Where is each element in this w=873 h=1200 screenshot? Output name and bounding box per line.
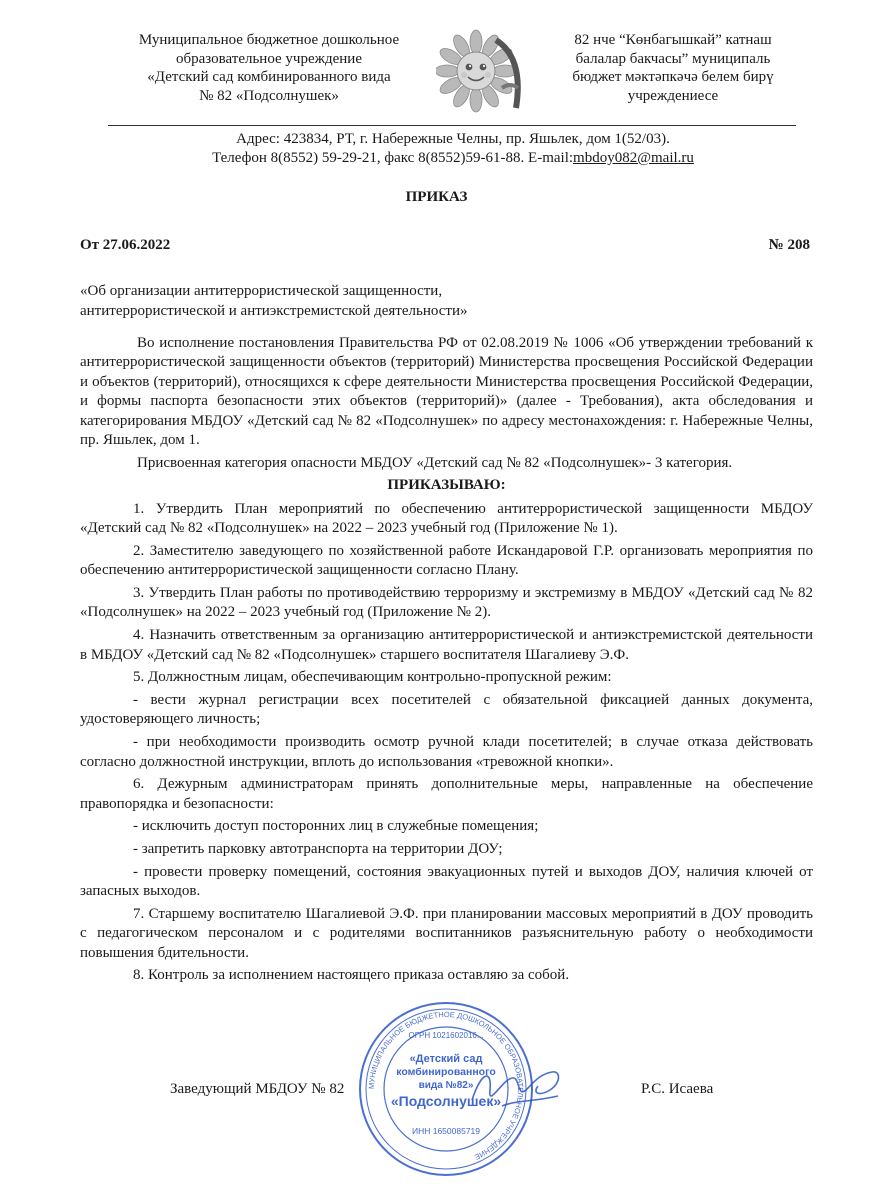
stamp-text: «Детский сад — [409, 1053, 483, 1065]
stamp-ogrn: ОГРН 1021602016... — [408, 1031, 484, 1040]
order-subitem: - исключить доступ посторонних лиц в служебные помещения; — [133, 818, 539, 835]
order-body — [80, 334, 813, 989]
address-line: Адрес: 423834, РТ, г. Набережные Челны, пр. Яшьлек, дом 1(52/03). — [236, 131, 670, 147]
header-left-line: образовательное учреждение — [175, 50, 362, 67]
signatory-role: Заведующий МБДОУ № 82 — [170, 1081, 345, 1097]
subject-line: антитеррористической и антиэкстремистской деятельности» — [80, 303, 468, 319]
order-item-6: 6. Дежурным администраторам принять дополнительные меры, направленные на обеспечение правопорядка и безопасности: — [80, 776, 813, 812]
order-item-5: 5. Должностным лицам, обеспечивающим контрольно-пропускной режим: — [133, 669, 612, 686]
phone-text: Телефон 8(8552) 59-29-21, факс 8(8552)59-61-88. E-mail: — [212, 150, 574, 166]
stamp-text: комбинированного — [396, 1066, 496, 1078]
header-right-line: бюджет мәктәпкәчә белем бирү — [572, 69, 774, 85]
order-item-2: 2. Заместителю заведующего по хозяйственной работе Искандаровой Г.Р. организовать мероприятия по обеспечению антитеррористической защищенности согласно Плану. — [80, 542, 813, 579]
header-right-line: учреждениесе — [627, 87, 719, 104]
order-subitem: - при необходимости производить осмотр ручной клади посетителей; в случае отказа действовать согласно должностной инструкции, вплоть до использования «тревожной кнопки». — [80, 734, 813, 770]
header-right-line: балалар бакчасы” муниципаль — [575, 50, 771, 67]
header-left-line: № 82 «Подсолнушек» — [199, 87, 339, 104]
order-subitem: - вести журнал регистрации всех посетителей с обязательной фиксацией данных документа, удостоверяющего личность; — [80, 691, 813, 728]
category-paragraph: Присвоенная категория опасности МБДОУ «Детский сад № 82 «Подсолнушек»- 3 категория. — [137, 454, 733, 471]
stamp-text: «Подсолнушек» — [390, 1093, 502, 1109]
header-left-line: Муниципальное бюджетное дошкольное — [138, 32, 400, 48]
stamp-text: вида №82» — [418, 1080, 474, 1091]
contact-block — [110, 130, 796, 168]
intro-paragraph: Во исполнение постановления Правительства РФ от 02.08.2019 № 1006 «Об утверждении требований к антитеррористической защищенности объектов (территорий) Министерства просвещения Российской Федерации и объектов (территорий), относящихся к сфере деятельности Министерства просвещения Российской Федерации, и формы паспорта безопасности этих объектов (территорий)» (далее - Требования), акта обследования и категорирования МБДОУ «Детский сад № 82 «Подсолнушек» по адресу местонахождения: г. Набережные Челны, пр. Яшьлек, дом 1. — [80, 335, 813, 449]
stamp-ring-text: МУНИЦИПАЛЬНОЕ БЮДЖЕТНОЕ ДОШКОЛЬНОЕ ОБРАЗОВАТЕЛЬНОЕ УЧРЕЖДЕНИЕ — [366, 1009, 526, 1162]
header-right-line: 82 нче “Көнбагышкай” катнаш — [574, 32, 772, 48]
order-item-8: 8. Контроль за исполнением настоящего приказа оставляю за собой. — [133, 967, 570, 984]
sunflower-logo-icon — [436, 28, 524, 114]
order-number: № 208 — [768, 237, 810, 253]
order-date: От 27.06.2022 — [80, 237, 171, 253]
order-item-3: 3. Утвердить План работы по противодействию терроризму и экстремизму в МБДОУ «Детский сад № 82 «Подсолнушек» на 2022 – 2023 учебный год (Приложение № 2). — [80, 585, 813, 621]
order-subitem: - провести проверку помещений, состояния эвакуационных путей и выходов ДОУ, наличия ключей от запасных выходов. — [80, 863, 813, 900]
order-word: ПРИКАЗЫВАЮ: — [387, 477, 506, 494]
subject-line: «Об организации антитеррористической защищенности, — [80, 283, 443, 299]
handwritten-signature — [462, 1060, 572, 1120]
order-item-7: 7. Старшему воспитателю Шагалиевой Э.Ф. при планировании массовых мероприятий в ДОУ проводить с педагогическом персоналом и с родителями воспитанников разъяснительную работу о необходимости повышения бдительности. — [80, 905, 813, 961]
order-subitem: - запретить парковку автотранспорта на территории ДОУ; — [133, 841, 503, 858]
header-tatar — [538, 31, 808, 105]
header-left-line: «Детский сад комбинированного вида — [147, 69, 391, 85]
order-subject — [80, 281, 467, 321]
email-link[interactable]: mbdoy082@mail.ru — [573, 150, 694, 166]
order-item-1: 1. Утвердить План мероприятий по обеспечению антитеррористической защищенности МБДОУ «Детский сад № 82 «Подсолнушек» на 2022 – 2023 учебный год (Приложение № 1). — [80, 500, 813, 537]
header-russian — [110, 31, 428, 105]
signatory-name: Р.С. Исаева — [641, 1081, 714, 1097]
stamp-inn: ИНН 1650085719 — [411, 1126, 481, 1136]
order-item-4: 4. Назначить ответственным за организацию антитеррористической и антиэкстремистской деятельности в МБДОУ «Детский сад № 82 «Подсолнушек» старшего воспитателя Шагалиеву Э.Ф. — [80, 627, 813, 663]
header-divider — [108, 125, 796, 126]
phone-line — [110, 149, 796, 168]
document-title: ПРИКАЗ — [405, 189, 468, 205]
